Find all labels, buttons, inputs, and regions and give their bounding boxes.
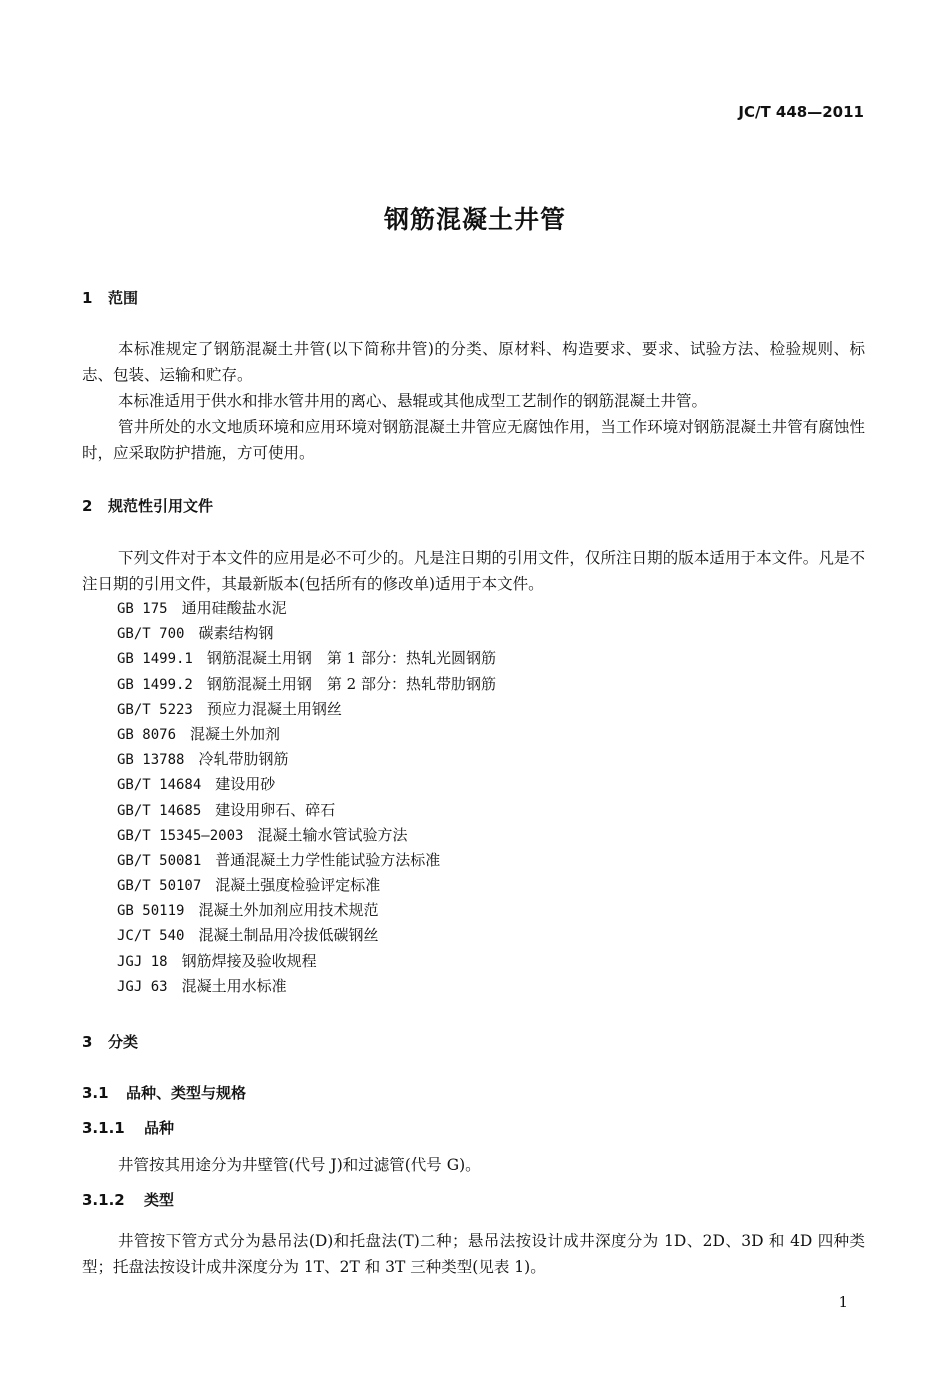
reference-item: [117, 974, 496, 999]
reference-code: GB/T 700: [117, 626, 185, 643]
section-number: 2: [82, 497, 93, 515]
reference-code: JGJ 18: [117, 953, 168, 970]
reference-item: [117, 949, 496, 974]
reference-item: [117, 798, 496, 823]
reference-name: 通用硅酸盐水泥: [181, 599, 287, 617]
reference-name: 混凝土输水管试验方法: [257, 825, 408, 844]
section-number: 1: [82, 289, 93, 307]
reference-item: [117, 621, 496, 646]
reference-item: [117, 722, 496, 747]
section-number: 3: [82, 1033, 93, 1051]
section-number: 3.1: [82, 1084, 109, 1102]
section-title: 品种: [144, 1119, 175, 1137]
reference-name: 混凝土用水标准: [181, 976, 287, 995]
paragraph-type: 井管按下管方式分为悬吊法(D)和托盘法(T)二种；悬吊法按设计成井深度分为 1D、2D、3D 和 4D 四种类型；托盘法按设计成井深度分为 1T、2T 和 3T 三种类型(见表 1)。: [82, 1232, 865, 1276]
paragraph-variety: 井管按其用途分为井壁管(代号 J)和过滤管(代号 G)。: [118, 1156, 481, 1174]
paragraph-references-intro: 下列文件对于本文件的应用是必不可少的。凡是注日期的引用文件，仅所注日期的版本适用于本文件。凡是不注日期的引用文件，其最新版本(包括所有的修改单)适用于本文件。: [82, 549, 865, 593]
reference-item: [117, 646, 496, 671]
reference-name: 钢筋混凝土用钢 第 1 部分：热轧光圆钢筋: [206, 649, 496, 668]
reference-list: [117, 596, 496, 999]
section-title: 类型: [144, 1191, 175, 1209]
reference-name: 钢筋混凝土用钢 第 2 部分：热轧带肋钢筋: [206, 674, 496, 693]
section-3-1-heading: [82, 1082, 246, 1103]
section-1-heading: [82, 287, 138, 308]
paragraph-scope-2: 本标准适用于供水和排水管井用的离心、悬辊或其他成型工艺制作的钢筋混凝土井管。: [118, 392, 708, 410]
reference-code: GB 13788: [117, 752, 185, 769]
section-number: 3.1.2: [82, 1191, 125, 1209]
reference-code: GB/T 50107: [117, 878, 202, 895]
section-title: 分类: [108, 1033, 139, 1051]
reference-item: [117, 823, 496, 848]
reference-name: 混凝土制品用冷拔低碳钢丝: [198, 926, 379, 945]
document-title: 钢筋混凝土井管: [383, 205, 566, 234]
reference-code: GB/T 15345—2003: [117, 827, 244, 844]
reference-item: [117, 898, 496, 923]
reference-item: [117, 672, 496, 697]
reference-code: JC/T 540: [117, 928, 185, 945]
reference-code: GB/T 50081: [117, 852, 202, 869]
section-title: 范围: [108, 289, 139, 307]
reference-item: [117, 772, 496, 797]
reference-name: 建设用卵石、碎石: [215, 800, 336, 819]
reference-code: GB/T 14685: [117, 802, 202, 819]
reference-code: GB 175: [117, 601, 168, 617]
reference-item: [117, 873, 496, 898]
reference-code: JGJ 63: [117, 978, 168, 995]
section-number: 3.1.1: [82, 1119, 125, 1137]
section-3-heading: [82, 1031, 138, 1052]
reference-item: [117, 697, 496, 722]
reference-name: 混凝土外加剂应用技术规范: [198, 901, 379, 920]
reference-code: GB/T 5223: [117, 701, 193, 718]
paragraph-scope-1: 本标准规定了钢筋混凝土井管(以下简称井管)的分类、原材料、构造要求、要求、试验方法、检验规则、标志、包装、运输和贮存。: [82, 340, 865, 384]
reference-item: [117, 923, 496, 948]
reference-code: GB 8076: [117, 726, 177, 743]
document-code: JC/T 448—2011: [738, 103, 864, 121]
section-3-1-2-heading: [82, 1189, 174, 1210]
reference-code: GB 1499.1: [117, 651, 193, 668]
reference-name: 冷轧带肋钢筋: [198, 750, 289, 769]
reference-name: 预应力混凝土用钢丝: [206, 699, 342, 718]
reference-item: [117, 747, 496, 772]
section-2-heading: [82, 495, 213, 516]
reference-name: 混凝土外加剂: [190, 724, 281, 743]
page-number: 1: [838, 1293, 848, 1311]
reference-name: 钢筋焊接及验收规程: [181, 951, 317, 970]
reference-code: GB/T 14684: [117, 777, 202, 794]
reference-name: 混凝土强度检验评定标准: [215, 876, 381, 895]
reference-name: 碳素结构钢: [198, 624, 274, 643]
paragraph-scope-3: 管井所处的水文地质环境和应用环境对钢筋混凝土井管应无腐蚀作用，当工作环境对钢筋混凝土井管有腐蚀性时，应采取防护措施，方可使用。: [82, 418, 865, 462]
reference-name: 普通混凝土力学性能试验方法标准: [215, 850, 441, 869]
section-title: 规范性引用文件: [108, 497, 214, 515]
reference-item: [117, 596, 496, 621]
section-3-1-1-heading: [82, 1117, 174, 1138]
reference-name: 建设用砂: [215, 775, 276, 794]
reference-item: [117, 848, 496, 873]
reference-code: GB 50119: [117, 903, 185, 920]
reference-code: GB 1499.2: [117, 676, 193, 693]
section-title: 品种、类型与规格: [126, 1084, 247, 1102]
